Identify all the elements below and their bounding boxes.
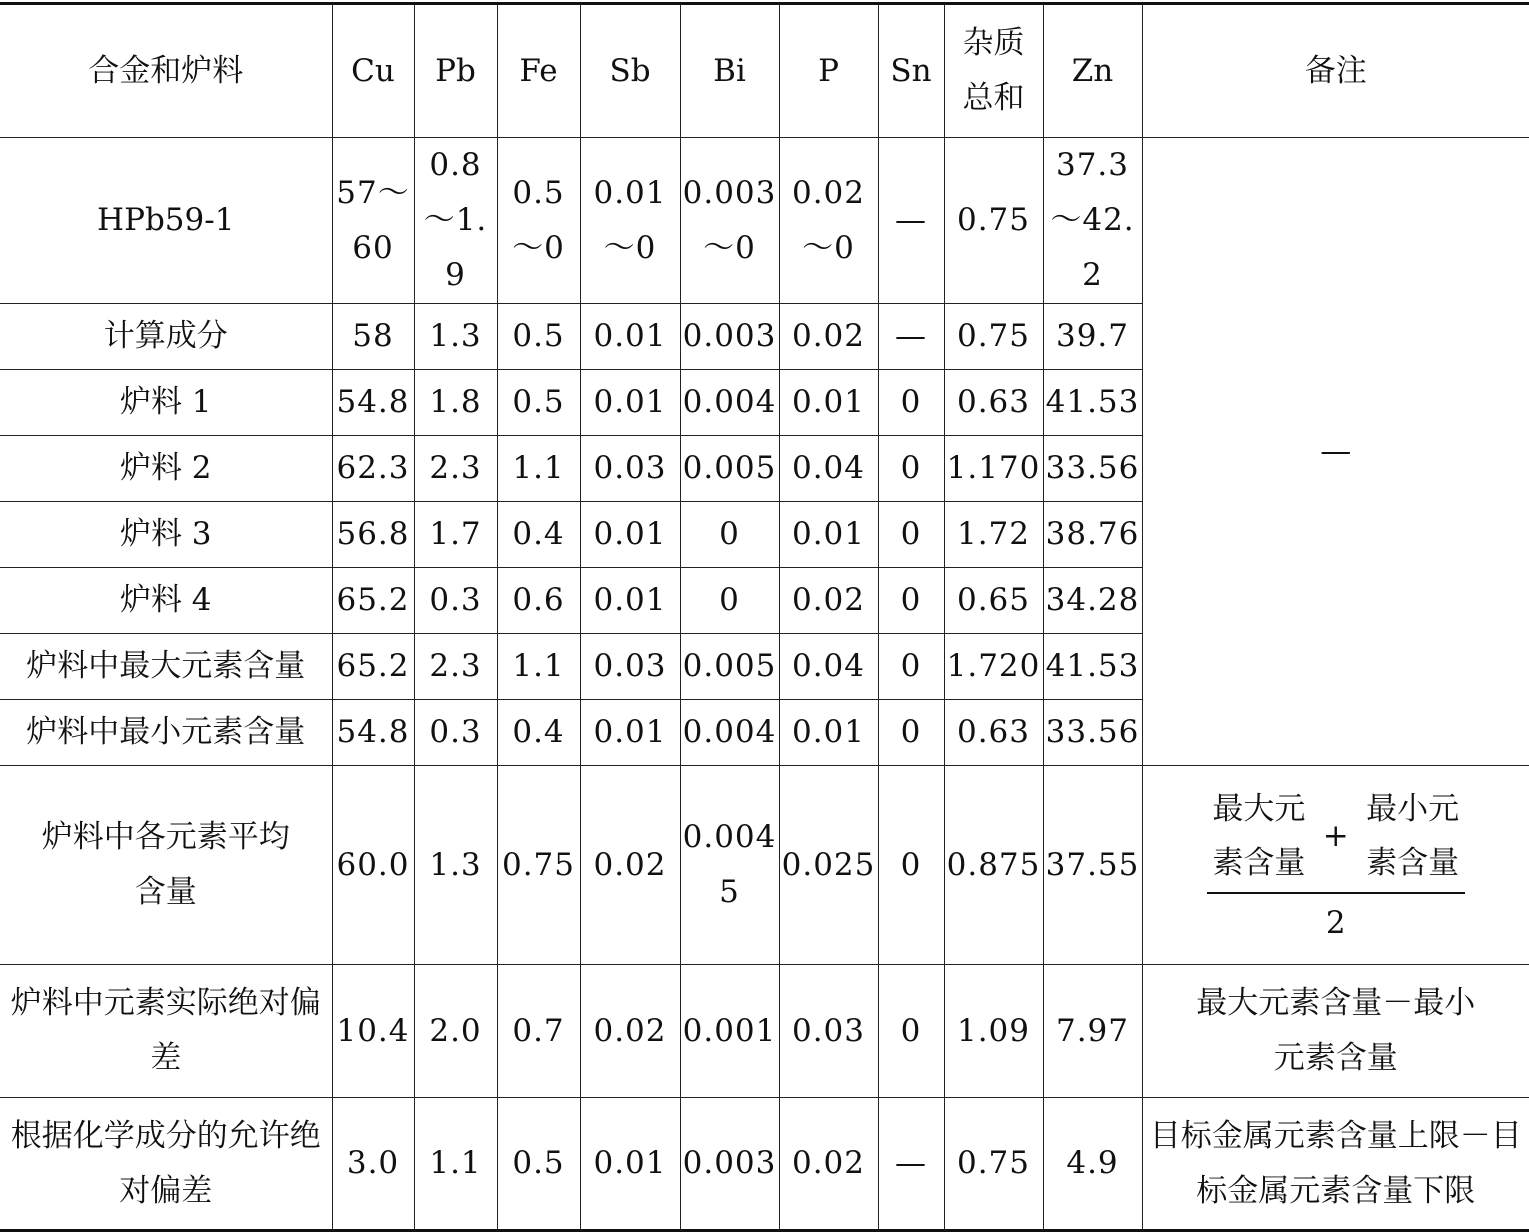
table-cell: 0.63 bbox=[944, 700, 1043, 766]
table-cell: 0.02～0 bbox=[779, 138, 878, 304]
table-cell: 1.72 bbox=[944, 502, 1043, 568]
table-cell: 0 bbox=[878, 568, 944, 634]
table-cell: 0.5～0 bbox=[497, 138, 580, 304]
table-cell: 1.09 bbox=[944, 965, 1043, 1098]
table-cell: 0.6 bbox=[497, 568, 580, 634]
table-cell: 0.4 bbox=[497, 502, 580, 568]
header-cell: Sn bbox=[878, 4, 944, 138]
table-cell: 0.8～1.9 bbox=[414, 138, 497, 304]
table-cell: 65.2 bbox=[332, 634, 414, 700]
fraction-term-max: 最大元素含量 bbox=[1209, 782, 1309, 890]
table-cell: 0.02 bbox=[580, 965, 680, 1098]
table-cell: 54.8 bbox=[332, 700, 414, 766]
table-row bbox=[0, 766, 1529, 965]
table-cell: 60.0 bbox=[332, 766, 414, 965]
table-cell: 0.01 bbox=[580, 1098, 680, 1231]
table-cell: 3.0 bbox=[332, 1098, 414, 1231]
remark-merged-dash: — bbox=[1142, 138, 1529, 766]
table-cell: 0.04 bbox=[779, 436, 878, 502]
table-cell: 0.02 bbox=[580, 766, 680, 965]
remark-average-formula bbox=[1142, 766, 1529, 965]
fraction-numerator bbox=[1207, 782, 1465, 894]
table-cell: 0.025 bbox=[779, 766, 878, 965]
table-cell: 0 bbox=[878, 700, 944, 766]
table-cell: 2.0 bbox=[414, 965, 497, 1098]
header-cell-text: 杂质总和 bbox=[945, 16, 1043, 126]
header-row bbox=[0, 4, 1529, 138]
table-row bbox=[0, 965, 1529, 1098]
table-cell: 0.01 bbox=[580, 700, 680, 766]
table-cell: 38.76 bbox=[1043, 502, 1142, 568]
table-cell: 0.003～0 bbox=[680, 138, 779, 304]
table-cell: 0.01 bbox=[779, 502, 878, 568]
table-cell: 4.9 bbox=[1043, 1098, 1142, 1231]
table-cell: 41.53 bbox=[1043, 634, 1142, 700]
table-cell: 0.63 bbox=[944, 370, 1043, 436]
table-cell: 34.28 bbox=[1043, 568, 1142, 634]
table-cell: 0.3 bbox=[414, 700, 497, 766]
row-label: 炉料中各元素平均含量 bbox=[0, 810, 332, 920]
table-cell: 0.01 bbox=[580, 370, 680, 436]
table-cell: 62.3 bbox=[332, 436, 414, 502]
table-cell: 0.7 bbox=[497, 965, 580, 1098]
table-cell: 1.1 bbox=[497, 634, 580, 700]
table-cell: 0.5 bbox=[497, 304, 580, 370]
table-cell: 0 bbox=[680, 568, 779, 634]
table-cell: 0.004 bbox=[680, 370, 779, 436]
table-cell: 0.03 bbox=[580, 436, 680, 502]
table-cell: 0 bbox=[878, 766, 944, 965]
table-cell: 0 bbox=[878, 436, 944, 502]
table-cell: 0 bbox=[878, 370, 944, 436]
header-cell: 合金和炉料 bbox=[0, 4, 332, 138]
row-label: 炉料 3 bbox=[0, 502, 332, 568]
table-cell: 0.004 bbox=[680, 700, 779, 766]
row-label-cell bbox=[0, 766, 332, 965]
row-label: 炉料 1 bbox=[0, 370, 332, 436]
table-cell: 1.1 bbox=[497, 436, 580, 502]
table-cell: 7.97 bbox=[1043, 965, 1142, 1098]
table-cell: 1.8 bbox=[414, 370, 497, 436]
table-cell: 0.003 bbox=[680, 1098, 779, 1231]
table-cell: 0.5 bbox=[497, 1098, 580, 1231]
table-cell: — bbox=[878, 304, 944, 370]
table-cell: — bbox=[878, 138, 944, 304]
table-cell: 57～60 bbox=[332, 138, 414, 304]
row-label: 根据化学成分的允许绝对偏差 bbox=[0, 1098, 332, 1231]
table-cell: 1.1 bbox=[414, 1098, 497, 1231]
remark-actual-deviation-cell bbox=[1142, 965, 1529, 1098]
remark-actual-deviation: 最大元素含量－最小元素含量 bbox=[1143, 976, 1529, 1086]
row-label: 炉料中最大元素含量 bbox=[0, 634, 332, 700]
table-cell: 0.01 bbox=[779, 700, 878, 766]
table-cell: 0.0045 bbox=[680, 766, 779, 965]
table-cell: 0.01 bbox=[779, 370, 878, 436]
remark-allowed-deviation: 目标金属元素含量上限－目标金属元素含量下限 bbox=[1142, 1098, 1529, 1231]
table-cell: 0 bbox=[878, 965, 944, 1098]
table-cell: 0.75 bbox=[944, 304, 1043, 370]
table-cell: 0.875 bbox=[944, 766, 1043, 965]
table-cell: 56.8 bbox=[332, 502, 414, 568]
header-cell: 备注 bbox=[1142, 4, 1529, 138]
table-cell: 0.001 bbox=[680, 965, 779, 1098]
table-cell: 10.4 bbox=[332, 965, 414, 1098]
alloy-composition-table bbox=[0, 2, 1529, 1232]
table-cell: 33.56 bbox=[1043, 700, 1142, 766]
header-cell: Cu bbox=[332, 4, 414, 138]
table-cell: 0.02 bbox=[779, 568, 878, 634]
table-cell: 0.4 bbox=[497, 700, 580, 766]
table-cell: 65.2 bbox=[332, 568, 414, 634]
table-cell: 0.75 bbox=[944, 138, 1043, 304]
table-cell: 0.04 bbox=[779, 634, 878, 700]
table-cell: 0.01 bbox=[580, 568, 680, 634]
table-cell: 33.56 bbox=[1043, 436, 1142, 502]
table-cell: 0 bbox=[680, 502, 779, 568]
table-cell: 0.3 bbox=[414, 568, 497, 634]
row-label: 炉料 2 bbox=[0, 436, 332, 502]
table-row bbox=[0, 138, 1529, 304]
table-cell: 2.3 bbox=[414, 634, 497, 700]
row-label: HPb59-1 bbox=[0, 138, 332, 304]
row-label: 计算成分 bbox=[0, 304, 332, 370]
table-cell: 1.3 bbox=[414, 304, 497, 370]
table-cell: 1.3 bbox=[414, 766, 497, 965]
table-cell: 41.53 bbox=[1043, 370, 1142, 436]
table-row bbox=[0, 1098, 1529, 1231]
table-cell: 0.02 bbox=[779, 304, 878, 370]
header-cell: Zn bbox=[1043, 4, 1142, 138]
table-cell: 0.65 bbox=[944, 568, 1043, 634]
row-label: 炉料 4 bbox=[0, 568, 332, 634]
table-cell: 39.7 bbox=[1043, 304, 1142, 370]
row-label: 炉料中最小元素含量 bbox=[0, 700, 332, 766]
table-cell: 58 bbox=[332, 304, 414, 370]
header-cell: Bi bbox=[680, 4, 779, 138]
table-cell: 0.03 bbox=[580, 634, 680, 700]
table-cell: 0.005 bbox=[680, 634, 779, 700]
table-cell: 0.005 bbox=[680, 436, 779, 502]
table-cell: 0.75 bbox=[944, 1098, 1043, 1231]
fraction bbox=[1207, 782, 1465, 948]
table-cell: 54.8 bbox=[332, 370, 414, 436]
table-cell: 1.170 bbox=[944, 436, 1043, 502]
table-cell: 0 bbox=[878, 502, 944, 568]
table-cell: 37.3～42.2 bbox=[1043, 138, 1142, 304]
table-cell: 37.55 bbox=[1043, 766, 1142, 965]
table-cell: 0.01 bbox=[580, 304, 680, 370]
table-cell: 0.75 bbox=[497, 766, 580, 965]
table-cell: 0.03 bbox=[779, 965, 878, 1098]
table-cell: 0.5 bbox=[497, 370, 580, 436]
fraction-plus: + bbox=[1319, 809, 1353, 863]
table-cell: 0 bbox=[878, 634, 944, 700]
fraction-term-min: 最小元素含量 bbox=[1363, 782, 1463, 890]
table-cell: 0.01～0 bbox=[580, 138, 680, 304]
header-cell: Fe bbox=[497, 4, 580, 138]
table-cell: 1.7 bbox=[414, 502, 497, 568]
row-label: 炉料中元素实际绝对偏差 bbox=[0, 965, 332, 1098]
header-cell: Sb bbox=[580, 4, 680, 138]
table-cell: 0.003 bbox=[680, 304, 779, 370]
fraction-denominator: 2 bbox=[1207, 894, 1465, 948]
header-cell: Pb bbox=[414, 4, 497, 138]
table-cell: 0.02 bbox=[779, 1098, 878, 1231]
table-cell: — bbox=[878, 1098, 944, 1231]
header-cell bbox=[944, 4, 1043, 138]
table-cell: 2.3 bbox=[414, 436, 497, 502]
table-cell: 0.01 bbox=[580, 502, 680, 568]
table-cell: 1.720 bbox=[944, 634, 1043, 700]
header-cell: P bbox=[779, 4, 878, 138]
